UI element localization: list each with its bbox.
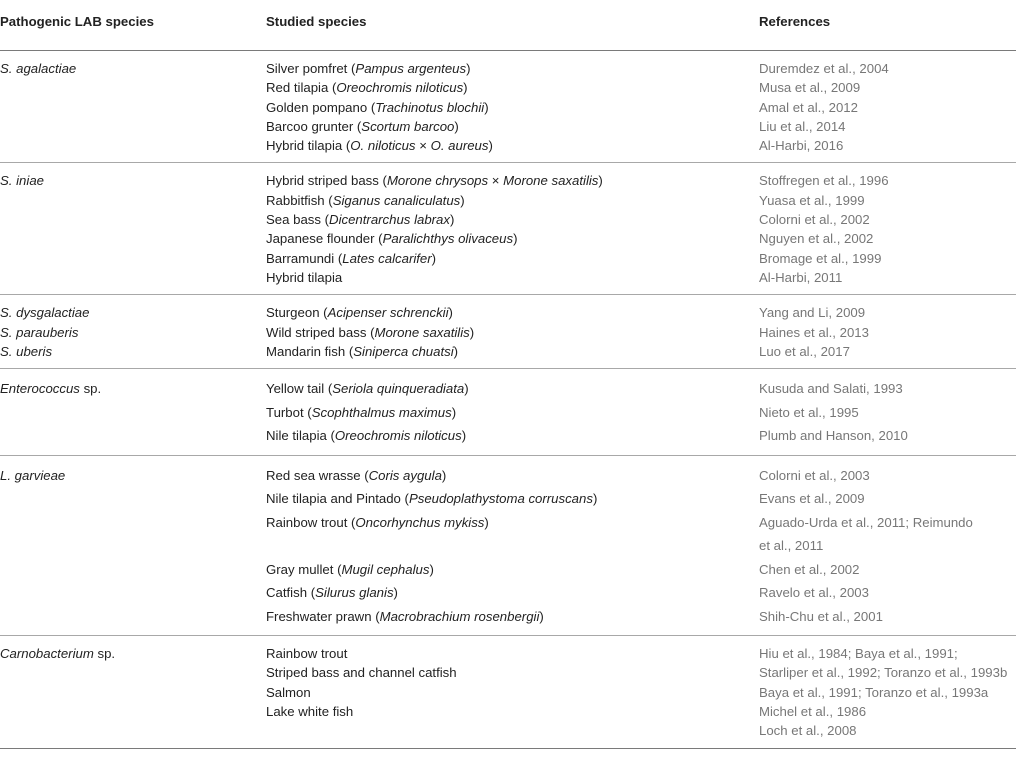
reference-text: Al-Harbi, 2011 bbox=[759, 269, 843, 285]
species-common: Barramundi ( bbox=[266, 250, 343, 266]
pathogen-label: Carnobacterium bbox=[0, 646, 94, 662]
reference-entry: Starliper et al., 1992; Toranzo et al., 1993b bbox=[759, 665, 1008, 681]
pathogen-cell bbox=[0, 369, 266, 456]
species-latin: Trachinotus blochii bbox=[375, 99, 485, 115]
species-common: Barcoo grunter ( bbox=[266, 118, 362, 134]
species-latin-2: O. aureus bbox=[430, 138, 489, 154]
reference-entry bbox=[759, 424, 1016, 448]
header-references: References bbox=[759, 0, 1016, 51]
reference-entry bbox=[759, 401, 1016, 425]
reference-entry bbox=[759, 136, 1016, 155]
references-cell bbox=[759, 455, 1016, 636]
species-common: Yellow tail ( bbox=[266, 381, 333, 397]
species-close: ) bbox=[466, 61, 471, 76]
species-common: Wild striped bass ( bbox=[266, 324, 375, 340]
species-common: Golden pompano ( bbox=[266, 99, 376, 115]
species-latin: Morone saxatilis bbox=[374, 324, 470, 340]
species-entry bbox=[266, 229, 759, 248]
reference-entry bbox=[759, 558, 1016, 582]
species-entry bbox=[266, 117, 759, 136]
species-entry bbox=[266, 136, 759, 155]
species-entry bbox=[266, 268, 759, 287]
species-close: ) bbox=[460, 192, 465, 208]
reference-entry bbox=[759, 78, 1016, 97]
species-close: ) bbox=[598, 173, 603, 189]
header-species: Studied species bbox=[266, 0, 759, 51]
reference-text: Duremdez et al., 2004 bbox=[759, 61, 889, 76]
pathogen-cell bbox=[0, 295, 266, 369]
references-cell bbox=[759, 295, 1016, 369]
species-latin: Pseudoplathystoma corruscans bbox=[408, 491, 593, 507]
pathogen-name bbox=[0, 377, 266, 401]
species-common: Sea bass ( bbox=[266, 212, 330, 228]
species-close: ) bbox=[393, 585, 398, 601]
reference-text: Colorni et al., 2003 bbox=[759, 467, 870, 483]
species-latin: Scortum barcoo bbox=[361, 118, 455, 134]
references-cell bbox=[759, 163, 1016, 295]
species-entry bbox=[266, 210, 759, 229]
species-close: ) bbox=[469, 324, 475, 340]
species-latin: Oreochromis niloticus bbox=[336, 80, 464, 96]
species-latin: Dicentrarchus labrax bbox=[329, 212, 450, 228]
pathogen-name bbox=[0, 644, 266, 663]
species-latin: O. niloticus bbox=[350, 138, 416, 154]
pathogen-label: S. dysgalactiae bbox=[0, 305, 90, 321]
species-entry bbox=[266, 78, 759, 97]
species-common: Freshwater prawn ( bbox=[266, 608, 380, 624]
species-close: ) bbox=[592, 491, 598, 507]
species-common: Catfish ( bbox=[266, 585, 316, 601]
reference-entry bbox=[759, 377, 1016, 401]
species-common: Sturgeon ( bbox=[266, 305, 328, 321]
header-row bbox=[0, 0, 1016, 51]
pathogen-name bbox=[0, 59, 266, 78]
reference-text: Kusuda and Salati, 1993 bbox=[759, 381, 903, 397]
species-cell bbox=[266, 636, 759, 748]
species-latin: Lates calcarifer bbox=[342, 250, 432, 266]
species-latin: Pampus argenteus bbox=[355, 61, 467, 76]
species-entry bbox=[266, 424, 759, 448]
species-entry bbox=[266, 605, 759, 629]
species-latin: Seriola quinqueradiata bbox=[332, 381, 465, 397]
species-latin: Paralichthys olivaceus bbox=[382, 231, 514, 247]
reference-entry bbox=[759, 191, 1016, 210]
species-common: Nile tilapia ( bbox=[266, 428, 335, 444]
species-close: ) bbox=[431, 250, 437, 266]
pathogen-label: S. parauberis bbox=[0, 324, 79, 340]
species-close: ) bbox=[513, 231, 518, 247]
pathogen-cell bbox=[0, 163, 266, 295]
reference-text: Yang and Li, 2009 bbox=[759, 305, 866, 321]
reference-entry bbox=[759, 342, 1016, 361]
reference-text: Ravelo et al., 2003 bbox=[759, 585, 869, 601]
species-common: Silver pomfret ( bbox=[266, 61, 356, 76]
pathogen-name bbox=[0, 303, 266, 322]
species-common: Japanese flounder ( bbox=[266, 231, 383, 247]
species-common: Mandarin fish ( bbox=[266, 343, 354, 359]
species-common: Rabbitfish ( bbox=[266, 192, 333, 208]
species-cell bbox=[266, 455, 759, 636]
table-row bbox=[0, 636, 1016, 748]
reference-entry bbox=[759, 511, 1016, 535]
reference-entry bbox=[759, 605, 1016, 629]
reference-entry bbox=[759, 249, 1016, 268]
references-cell bbox=[759, 51, 1016, 163]
species-entry bbox=[266, 171, 759, 190]
table-row bbox=[0, 455, 1016, 636]
reference-text: Aguado-Urda et al., 2011; Reimundo bbox=[759, 514, 973, 530]
reference-entry: Baya et al., 1991; Toranzo et al., 1993a bbox=[759, 684, 989, 700]
reference-text: Amal et al., 2012 bbox=[759, 99, 858, 115]
species-entry bbox=[266, 377, 759, 401]
references-cell bbox=[759, 636, 1016, 748]
table-row bbox=[0, 369, 1016, 456]
species-cell bbox=[266, 369, 759, 456]
species-cross: × bbox=[488, 173, 504, 189]
reference-text: Liu et al., 2014 bbox=[759, 118, 846, 134]
species-entry bbox=[266, 191, 759, 210]
pathogen-label: L. garvieae bbox=[0, 467, 66, 483]
reference-entry: Hiu et al., 1984; Baya et al., 1991; bbox=[759, 646, 958, 662]
pathogen-cell bbox=[0, 455, 266, 636]
species-close: ) bbox=[449, 212, 455, 228]
reference-text: Plumb and Hanson, 2010 bbox=[759, 428, 908, 444]
species-entry bbox=[266, 303, 759, 322]
reference-entry bbox=[759, 323, 1016, 342]
reference-entry bbox=[759, 464, 1016, 488]
species-entry: Rainbow trout bbox=[266, 646, 348, 662]
pathogen-label: S. agalactiae bbox=[0, 61, 77, 76]
pathogen-name bbox=[0, 464, 266, 488]
species-entry bbox=[266, 464, 759, 488]
reference-entry bbox=[759, 98, 1016, 117]
species-entry bbox=[266, 581, 759, 605]
species-common: Hybrid tilapia ( bbox=[266, 138, 351, 154]
species-entry bbox=[266, 98, 759, 117]
pathogen-label: Enterococcus bbox=[0, 381, 80, 397]
species-entry bbox=[266, 558, 759, 582]
species-latin: Coris aygula bbox=[368, 467, 442, 483]
reference-text: Nieto et al., 1995 bbox=[759, 404, 859, 420]
species-latin: Oreochromis niloticus bbox=[334, 428, 462, 444]
species-latin: Siganus canaliculatus bbox=[332, 192, 461, 208]
species-close: ) bbox=[448, 305, 453, 321]
species-close: ) bbox=[429, 561, 434, 577]
species-entry bbox=[266, 323, 759, 342]
species-entry: Lake white fish bbox=[266, 704, 354, 720]
reference-text: Shih-Chu et al., 2001 bbox=[759, 608, 883, 624]
species-close: ) bbox=[453, 343, 459, 359]
reference-entry bbox=[759, 303, 1016, 322]
reference-entry bbox=[759, 171, 1016, 190]
species-entry bbox=[266, 342, 759, 361]
species-entry bbox=[266, 249, 759, 268]
species-latin: Scophthalmus maximus bbox=[311, 404, 452, 420]
table-row bbox=[0, 51, 1016, 163]
species-cell bbox=[266, 295, 759, 369]
species-close: ) bbox=[539, 608, 544, 624]
pathogen-name bbox=[0, 171, 266, 190]
reference-text: Bromage et al., 1999 bbox=[759, 250, 882, 266]
reference-text: Evans et al., 2009 bbox=[759, 491, 865, 507]
species-cell bbox=[266, 163, 759, 295]
species-close: ) bbox=[461, 428, 467, 444]
reference-entry: Loch et al., 2008 bbox=[759, 723, 857, 739]
species-common: Red tilapia ( bbox=[266, 80, 337, 96]
pathogen-suffix: sp. bbox=[79, 381, 102, 397]
pathogen-label: S. iniae bbox=[0, 173, 44, 189]
reference-entry bbox=[759, 117, 1016, 136]
species-spacer bbox=[266, 534, 759, 558]
reference-entry bbox=[759, 581, 1016, 605]
species-common: Hybrid striped bass ( bbox=[266, 173, 387, 189]
species-common: Hybrid tilapia bbox=[266, 269, 343, 285]
pathogen-cell bbox=[0, 51, 266, 163]
species-close: ) bbox=[464, 381, 469, 397]
species-entry: Salmon bbox=[266, 684, 311, 700]
reference-text: Musa et al., 2009 bbox=[759, 80, 861, 96]
species-latin: Silurus glanis bbox=[315, 585, 394, 601]
references-cell bbox=[759, 369, 1016, 456]
species-close: ) bbox=[484, 99, 489, 115]
reference-entry bbox=[759, 59, 1016, 78]
reference-text: Haines et al., 2013 bbox=[759, 324, 869, 340]
reference-text: Al-Harbi, 2016 bbox=[759, 138, 844, 154]
species-latin: Macrobrachium rosenbergii bbox=[379, 608, 540, 624]
reference-text: Nguyen et al., 2002 bbox=[759, 231, 874, 247]
reference-text: Yuasa et al., 1999 bbox=[759, 192, 865, 208]
pathogen-name bbox=[0, 323, 266, 342]
species-close: ) bbox=[484, 514, 489, 530]
species-latin: Oncorhynchus mykiss bbox=[355, 514, 485, 530]
species-common: Turbot ( bbox=[266, 404, 312, 420]
species-close: ) bbox=[451, 404, 457, 420]
species-cross: × bbox=[415, 138, 431, 154]
header-pathogen: Pathogenic LAB species bbox=[0, 0, 266, 51]
pathogen-cell bbox=[0, 636, 266, 748]
reference-text: et al., 2011 bbox=[759, 538, 824, 554]
species-cell bbox=[266, 51, 759, 163]
reference-entry: Michel et al., 1986 bbox=[759, 704, 867, 720]
species-entry: Striped bass and channel catfish bbox=[266, 665, 457, 681]
reference-text: Colorni et al., 2002 bbox=[759, 212, 870, 228]
species-close: ) bbox=[454, 118, 459, 134]
species-close: ) bbox=[488, 138, 493, 154]
reference-entry bbox=[759, 268, 1016, 287]
reference-text: Luo et al., 2017 bbox=[759, 343, 850, 359]
species-common: Gray mullet ( bbox=[266, 561, 342, 577]
reference-entry bbox=[759, 487, 1016, 511]
table-row bbox=[0, 295, 1016, 369]
species-common: Nile tilapia and Pintado ( bbox=[266, 491, 409, 507]
species-entry bbox=[266, 59, 759, 78]
species-common: Rainbow trout ( bbox=[266, 514, 356, 530]
reference-text: Chen et al., 2002 bbox=[759, 561, 860, 577]
reference-entry bbox=[759, 210, 1016, 229]
reference-text: Stoffregen et al., 1996 bbox=[759, 173, 889, 189]
species-entry bbox=[266, 487, 759, 511]
species-close: ) bbox=[463, 80, 468, 96]
species-latin: Siniperca chuatsi bbox=[353, 343, 454, 359]
species-latin: Acipenser schrenckii bbox=[327, 305, 449, 321]
reference-entry bbox=[759, 229, 1016, 248]
species-entry bbox=[266, 511, 759, 535]
species-latin-2: Morone saxatilis bbox=[503, 173, 599, 189]
species-common: Red sea wrasse ( bbox=[266, 467, 369, 483]
pathogen-suffix: sp. bbox=[93, 646, 116, 662]
species-entry bbox=[266, 401, 759, 425]
table-row bbox=[0, 163, 1016, 295]
species-latin: Mugil cephalus bbox=[341, 561, 430, 577]
pathogen-label: S. uberis bbox=[0, 343, 53, 359]
reference-entry-cont bbox=[759, 534, 1016, 558]
species-latin: Morone chrysops bbox=[386, 173, 489, 189]
pathogen-name bbox=[0, 342, 266, 361]
species-close: ) bbox=[441, 467, 447, 483]
